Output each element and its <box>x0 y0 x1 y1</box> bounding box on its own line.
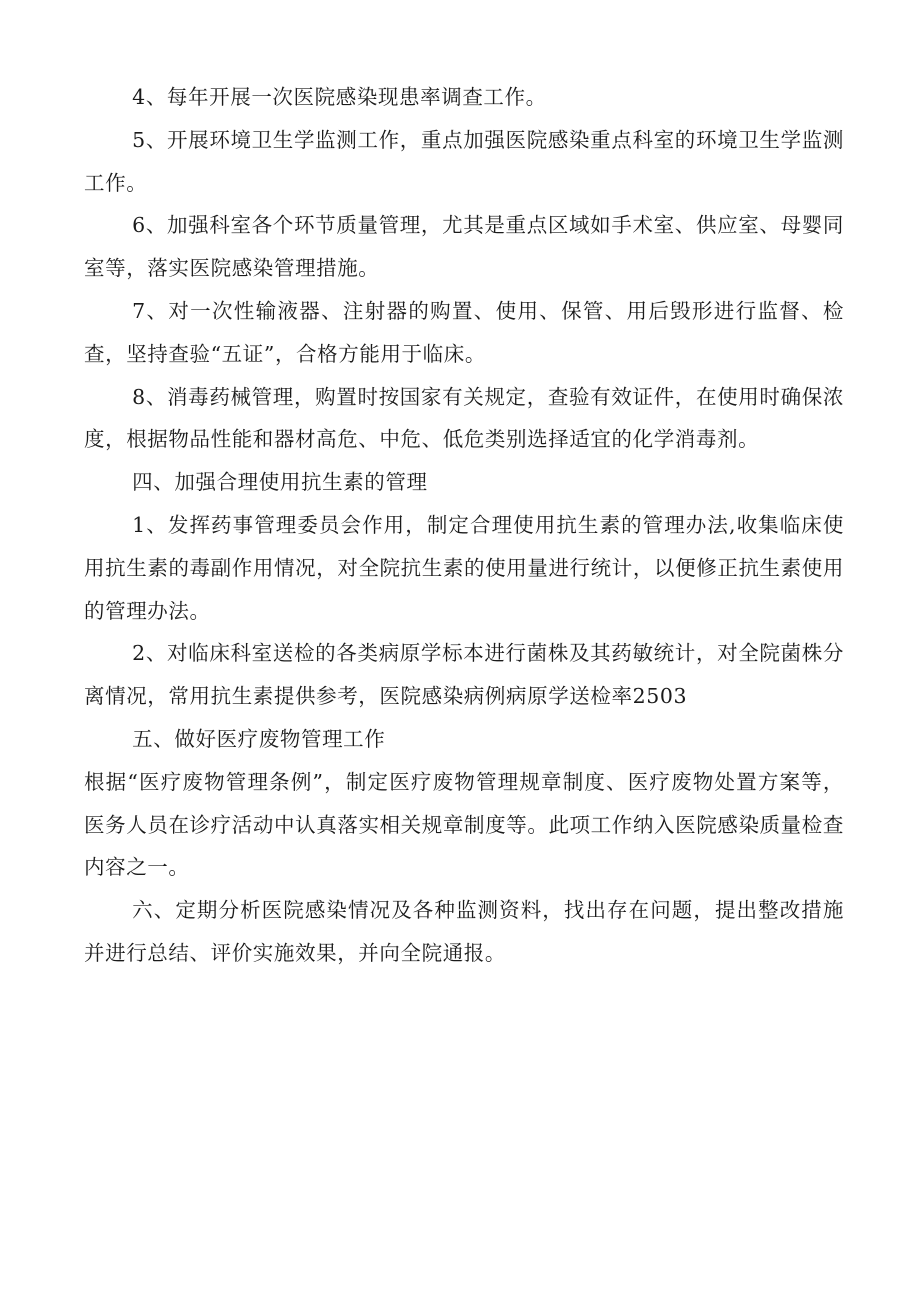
paragraph-medical-waste: 根据“医疗废物管理条例”，制定医疗废物管理规章制度、医疗废物处置方案等，医务人员在诊疗活动中认真落实相关规章制度等。此项工作纳入医院感染质量检查内容之一。 <box>84 769 844 880</box>
paragraph-item-5: 5、开展环境卫生学监测工作，重点加强医院感染重点科室的环境卫生学监测工作。 <box>84 127 844 195</box>
section-heading-5: 五、做好医疗废物管理工作 <box>132 726 386 751</box>
document-body <box>84 76 844 975</box>
paragraph-item-4: 4、每年开展一次医院感染现患率调查工作。 <box>132 85 547 109</box>
section-heading-6: 六、定期分析医院感染情况及各种监测资料，找出存在问题，提出整改措施并进行总结、评价实施效果，并向全院通报。 <box>84 898 844 965</box>
paragraph-antibiotic-2: 2、对临床科室送检的各类病原学标本进行菌株及其药敏统计，对全院菌株分离情况，常用抗生素提供参考，医院感染病例病原学送检率2503 <box>84 641 844 709</box>
paragraph-antibiotic-1: 1、发挥药事管理委员会作用，制定合理使用抗生素的管理办法,收集临床使用抗生素的毒副作用情况，对全院抗生素的使用量进行统计，以便修正抗生素使用的管理办法。 <box>84 512 844 623</box>
paragraph-item-7: 7、对一次性输液器、注射器的购置、使用、保管、用后毁形进行监督、检查，坚持查验“五证”，合格方能用于临床。 <box>84 298 844 366</box>
section-heading-4: 四、加强合理使用抗生素的管理 <box>132 470 428 495</box>
paragraph-item-6: 6、加强科室各个环节质量管理，尤其是重点区域如手术室、供应室、母婴同室等，落实医院感染管理措施。 <box>84 213 844 281</box>
paragraph-item-8: 8、消毒药械管理，购置时按国家有关规定，查验有效证件，在使用时确保浓度，根据物品性能和器材高危、中危、低危类别选择适宜的化学消毒剂。 <box>84 384 844 452</box>
